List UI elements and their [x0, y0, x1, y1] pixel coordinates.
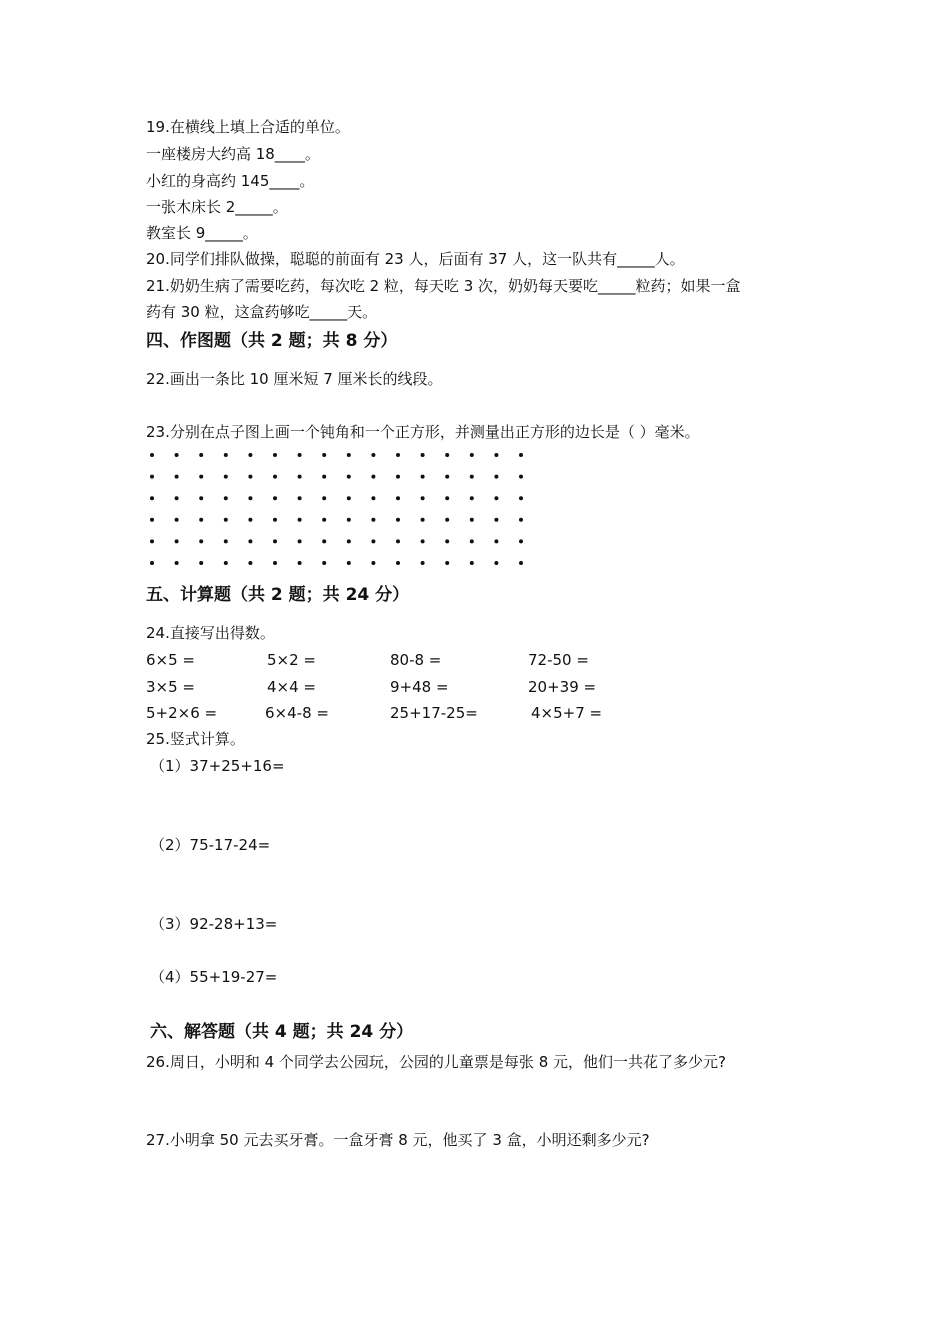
grid-dot: [150, 496, 154, 500]
grid-dot: [421, 561, 425, 565]
q20-text: 20.同学们排队做操，聪聪的前面有 23 人，后面有 37 人，这一队共有_____人。: [146, 250, 685, 268]
grid-dot: [199, 475, 203, 479]
grid-dot: [445, 453, 449, 457]
q24-cell: 6×4-8 =: [265, 704, 329, 722]
grid-dot: [396, 539, 400, 543]
q26-text: 26.周日，小明和 4 个同学去公园玩，公园的儿童票是每张 8 元，他们一共花了多少元?: [146, 1053, 726, 1071]
q22-text: 22.画出一条比 10 厘米短 7 厘米长的线段。: [146, 370, 443, 388]
grid-dot: [175, 518, 179, 522]
grid-dot: [150, 453, 154, 457]
q24-cell: 5+2×6 =: [146, 704, 218, 722]
grid-dot: [347, 561, 351, 565]
q24-cell: 6×5 =: [146, 651, 195, 669]
grid-dot: [273, 475, 277, 479]
grid-dot: [150, 475, 154, 479]
grid-dot: [421, 475, 425, 479]
grid-dot: [298, 561, 302, 565]
q24-cell: 9+48 =: [390, 678, 449, 696]
grid-dot: [494, 475, 498, 479]
grid-dot: [445, 475, 449, 479]
grid-dot: [371, 496, 375, 500]
grid-dot: [421, 518, 425, 522]
q23-text: 23.分别在点子图上画一个钝角和一个正方形，并测量出正方形的边长是（ ）毫米。: [146, 423, 700, 441]
grid-dot: [347, 539, 351, 543]
grid-dot: [248, 496, 252, 500]
grid-dot: [445, 539, 449, 543]
grid-dot: [494, 453, 498, 457]
grid-dot: [298, 518, 302, 522]
grid-dot: [470, 518, 474, 522]
q24-title: 24.直接写出得数。: [146, 624, 275, 642]
grid-dot: [347, 518, 351, 522]
grid-dot: [273, 561, 277, 565]
grid-dot: [175, 561, 179, 565]
grid-dot: [371, 475, 375, 479]
grid-dot: [371, 561, 375, 565]
grid-dot: [371, 539, 375, 543]
grid-dot: [150, 539, 154, 543]
grid-dot: [248, 475, 252, 479]
grid-dot: [322, 453, 326, 457]
q24-cell: 20+39 =: [528, 678, 597, 696]
q25-item-2: （2）75-17-24=: [150, 836, 271, 854]
grid-dot: [273, 496, 277, 500]
grid-dot: [494, 518, 498, 522]
grid-dot: [445, 518, 449, 522]
grid-dot: [421, 539, 425, 543]
grid-dot: [248, 561, 252, 565]
grid-dot: [494, 539, 498, 543]
q25-item-3: （3）92-28+13=: [150, 915, 278, 933]
grid-dot: [396, 453, 400, 457]
q19-title: 19.在横线上填上合适的单位。: [146, 118, 350, 136]
grid-dot: [347, 496, 351, 500]
grid-dot: [371, 453, 375, 457]
q24-cell: 5×2 =: [267, 651, 316, 669]
q25-item-4: （4）55+19-27=: [150, 968, 278, 986]
q24-cell: 4×5+7 =: [531, 704, 603, 722]
grid-dot: [298, 475, 302, 479]
q19-item-4: 教室长 9_____。: [146, 224, 258, 242]
grid-dot: [199, 453, 203, 457]
q27-text: 27.小明拿 50 元去买牙膏。一盒牙膏 8 元，他买了 3 盒，小明还剩多少元?: [146, 1131, 650, 1149]
grid-dot: [224, 539, 228, 543]
q19-item-2: 小红的身高约 145____。: [146, 172, 315, 190]
grid-dot: [519, 496, 523, 500]
grid-dot: [519, 453, 523, 457]
grid-dot: [519, 561, 523, 565]
grid-dot: [224, 453, 228, 457]
q24-cell: 72-50 =: [528, 651, 589, 669]
grid-dot: [273, 518, 277, 522]
grid-dot: [519, 518, 523, 522]
grid-dot: [470, 475, 474, 479]
grid-dot: [396, 496, 400, 500]
grid-dot: [322, 475, 326, 479]
q19-item-1: 一座楼房大约高 18____。: [146, 145, 320, 163]
q25-item-1: （1）37+25+16=: [150, 757, 285, 775]
grid-dot: [175, 475, 179, 479]
grid-dot: [175, 496, 179, 500]
grid-dot: [322, 561, 326, 565]
grid-dot: [421, 496, 425, 500]
grid-dot: [224, 496, 228, 500]
grid-dot: [199, 561, 203, 565]
section-4-heading: 四、作图题（共 2 题；共 8 分）: [146, 331, 398, 351]
grid-dot: [273, 539, 277, 543]
grid-dot: [322, 518, 326, 522]
grid-dot: [445, 496, 449, 500]
grid-dot: [224, 518, 228, 522]
q19-item-3: 一张木床长 2_____。: [146, 198, 288, 216]
grid-dot: [175, 539, 179, 543]
grid-dot: [322, 539, 326, 543]
grid-dot: [371, 518, 375, 522]
grid-dot: [224, 561, 228, 565]
q24-cell: 4×4 =: [267, 678, 316, 696]
grid-dot: [494, 496, 498, 500]
grid-dot: [199, 518, 203, 522]
grid-dot: [421, 453, 425, 457]
grid-dot: [224, 475, 228, 479]
grid-dot: [519, 539, 523, 543]
grid-dot: [396, 518, 400, 522]
grid-dot: [248, 453, 252, 457]
grid-dot: [470, 453, 474, 457]
grid-dot: [298, 539, 302, 543]
grid-dot: [494, 561, 498, 565]
grid-dot: [470, 496, 474, 500]
grid-dot: [347, 453, 351, 457]
q24-cell: 3×5 =: [146, 678, 195, 696]
grid-dot: [199, 539, 203, 543]
grid-dot: [396, 561, 400, 565]
grid-dot: [248, 539, 252, 543]
q21-line-2: 药有 30 粒，这盒药够吃_____天。: [146, 303, 378, 321]
q25-title: 25.竖式计算。: [146, 730, 245, 748]
grid-dot: [199, 496, 203, 500]
dot-grid[interactable]: [140, 444, 540, 572]
grid-dot: [519, 475, 523, 479]
grid-dot: [298, 453, 302, 457]
grid-dot: [470, 539, 474, 543]
grid-dot: [298, 496, 302, 500]
q24-cell: 80-8 =: [390, 651, 442, 669]
grid-dot: [150, 518, 154, 522]
grid-dot: [248, 518, 252, 522]
grid-dot: [150, 561, 154, 565]
grid-dot: [396, 475, 400, 479]
section-5-heading: 五、计算题（共 2 题；共 24 分）: [146, 585, 410, 605]
grid-dot: [470, 561, 474, 565]
grid-dot: [347, 475, 351, 479]
q24-cell: 25+17-25=: [390, 704, 478, 722]
grid-dot: [273, 453, 277, 457]
grid-dot: [175, 453, 179, 457]
q21-line-1: 21.奶奶生病了需要吃药，每次吃 2 粒，每天吃 3 次，奶奶每天要吃_____粒药；如果一盒: [146, 277, 741, 295]
section-6-heading: 六、解答题（共 4 题；共 24 分）: [150, 1022, 414, 1042]
grid-dot: [322, 496, 326, 500]
grid-dot: [445, 561, 449, 565]
